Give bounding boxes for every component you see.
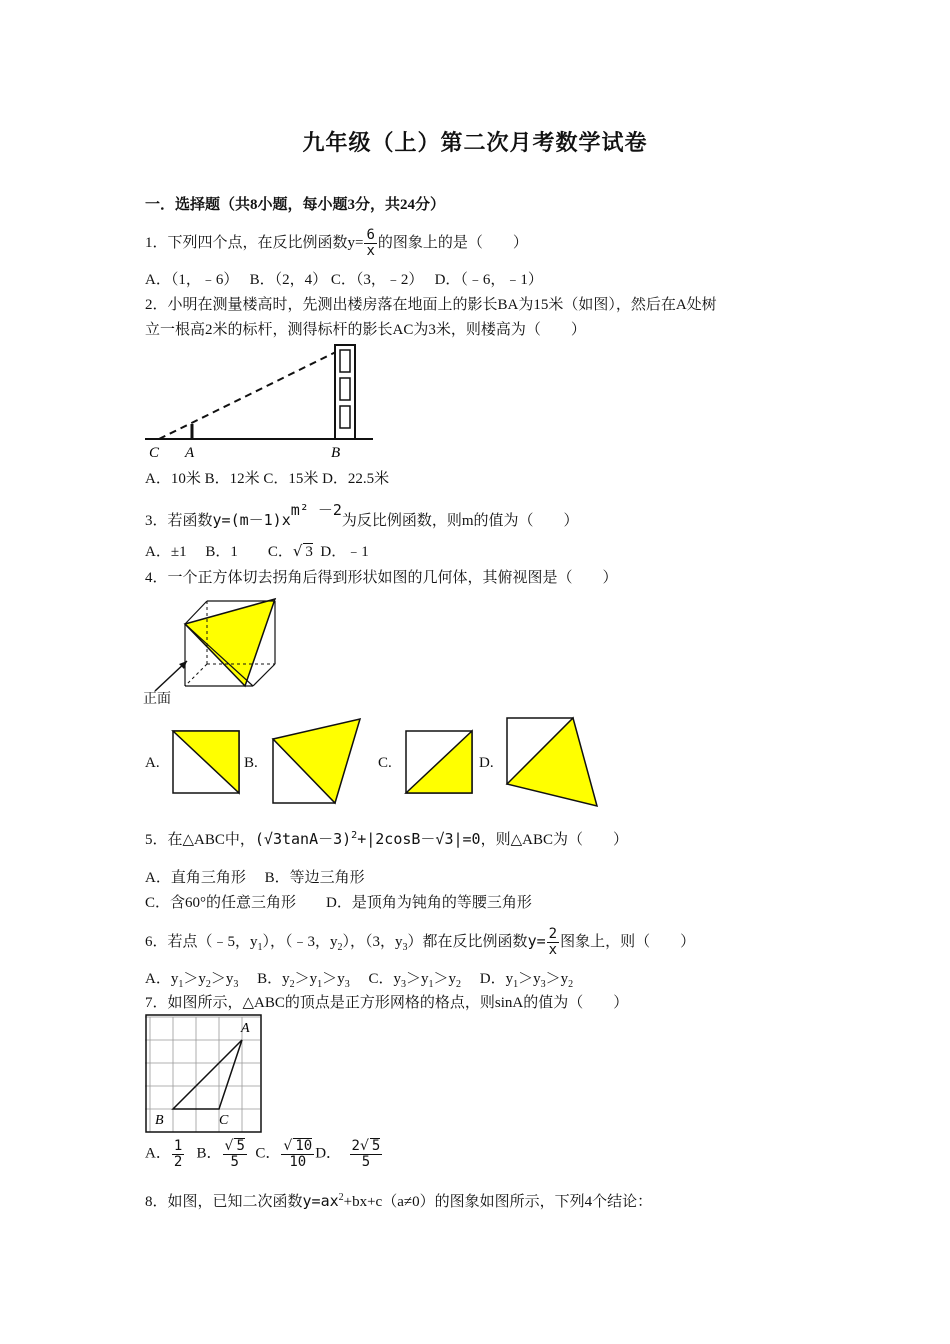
- label-a: A: [185, 445, 195, 461]
- question-4-stem: 4．一个正方体切去拐角后得到形状如图的几何体，其俯视图是（ ）: [145, 570, 618, 586]
- question-3-stem: 3．若函数$y=(m-1)x^{m^2 -2}$为反比例函数，则m的值为（ ）: [145, 501, 579, 529]
- option-a-fraction: $\frac{1}{2}$: [173, 1137, 183, 1170]
- question-3-options: A．±1 B．1 C．√ 3 D．﹣1: [145, 542, 369, 560]
- question-7-options: A． $\frac{1}{2}$ B． $\frac{√ 5}{5}$ C． $\frac{√ 10}{10}$ D． $\frac{2√ 5}{5}$: [145, 1137, 381, 1170]
- fraction-2-over-x: $\frac{2}{x}$: [548, 926, 558, 958]
- q4-option-d-figure: [505, 716, 605, 811]
- option-d-fraction: $\frac{2√ 5}{5}$: [351, 1138, 381, 1170]
- question-8-stem: 8．如图，已知二次函数$y=ax^2+bx+c(a\ne 0)$的图象如图所示，下列4个结论：: [145, 1192, 653, 1210]
- label-c: C: [149, 445, 160, 461]
- q4-option-a-label: A.: [145, 755, 160, 771]
- q4-option-a-figure: [172, 730, 242, 795]
- formula-power-function: y=(m－1)x: [212, 511, 291, 529]
- formula-equation: $(√3\tan A-3)^2+|2\cos B-√3|=0$: [254, 830, 481, 848]
- q4-option-b-label: B.: [244, 755, 258, 771]
- page-title: 九年级（上）第二次月考数学试卷: [302, 130, 648, 155]
- question-6-options: A．$y_1>y_2>y_3$ B．$y_2>y_1>y_3$ C．$y_3>y_1>y_2$ D．$y_1>y_3>y_2$: [145, 971, 574, 990]
- q4-option-c-figure: [405, 730, 475, 795]
- question-2-stem-line1: 2．小明在测量楼高时，先测出楼房落在地面上的影长BA为15米（如图），然后在A处树: [145, 297, 717, 313]
- q4-option-c-label: C.: [378, 755, 392, 771]
- option-c-fraction: $\frac{√ 10}{10}$: [283, 1138, 313, 1170]
- question-1-stem: 1．下列四个点，在反比例函数y= $\frac{6}{x}$ 的图象上的是（ ）: [145, 227, 528, 259]
- question-5-stem: 5．在△ABC中，$(√3\tan A-3)^2+|2\cos B-√3|=0$，则△ABC为（ ）: [145, 830, 628, 848]
- question-5-options-line2: C．含60°的任意三角形 D．是顶角为钝角的等腰三角形: [145, 895, 532, 911]
- question-6-stem: 6．若点（﹣5，$y_1$），（﹣3，$y_2$），（3，$y_3$）都在反比例函数y= $\frac{2}{x}$ 图象上，则（ ）: [145, 926, 696, 958]
- formula-exponent: m² －2: [290, 501, 342, 519]
- q4-option-b-figure: [270, 717, 365, 807]
- grid-triangle-figure: [145, 1014, 265, 1134]
- fraction-6-over-x: $\frac{6}{x}$: [366, 227, 375, 259]
- question-5-options-line1: A．直角三角形 B．等边三角形: [145, 870, 365, 886]
- grid-label-a: A: [241, 1021, 250, 1036]
- question-2-options: A．10米 B．12米 C．15米 D．22.5米: [145, 471, 390, 487]
- grid-label-b: B: [155, 1113, 164, 1128]
- label-b: B: [331, 445, 341, 461]
- grid-label-c: C: [219, 1113, 229, 1128]
- question-1-options: A．（1，﹣6） B．（2，4） C．（3，﹣2） D．（﹣6，﹣1）: [145, 272, 543, 288]
- building-shadow-figure: [145, 342, 375, 462]
- front-view-label: 正面: [143, 691, 171, 707]
- question-2-stem-line2: 立一根高2米的标杆，测得标杆的影长AC为3米，则楼高为（ ）: [145, 322, 586, 338]
- section-heading: 一．选择题（共8小题，每小题3分，共24分）: [145, 197, 446, 213]
- q4-option-d-label: D.: [479, 755, 494, 771]
- option-b-fraction: $\frac{√ 5}{5}$: [224, 1138, 245, 1170]
- question-7-stem: 7．如图所示，△ABC的顶点是正方形网格的格点，则sinA的值为（ ）: [145, 995, 629, 1011]
